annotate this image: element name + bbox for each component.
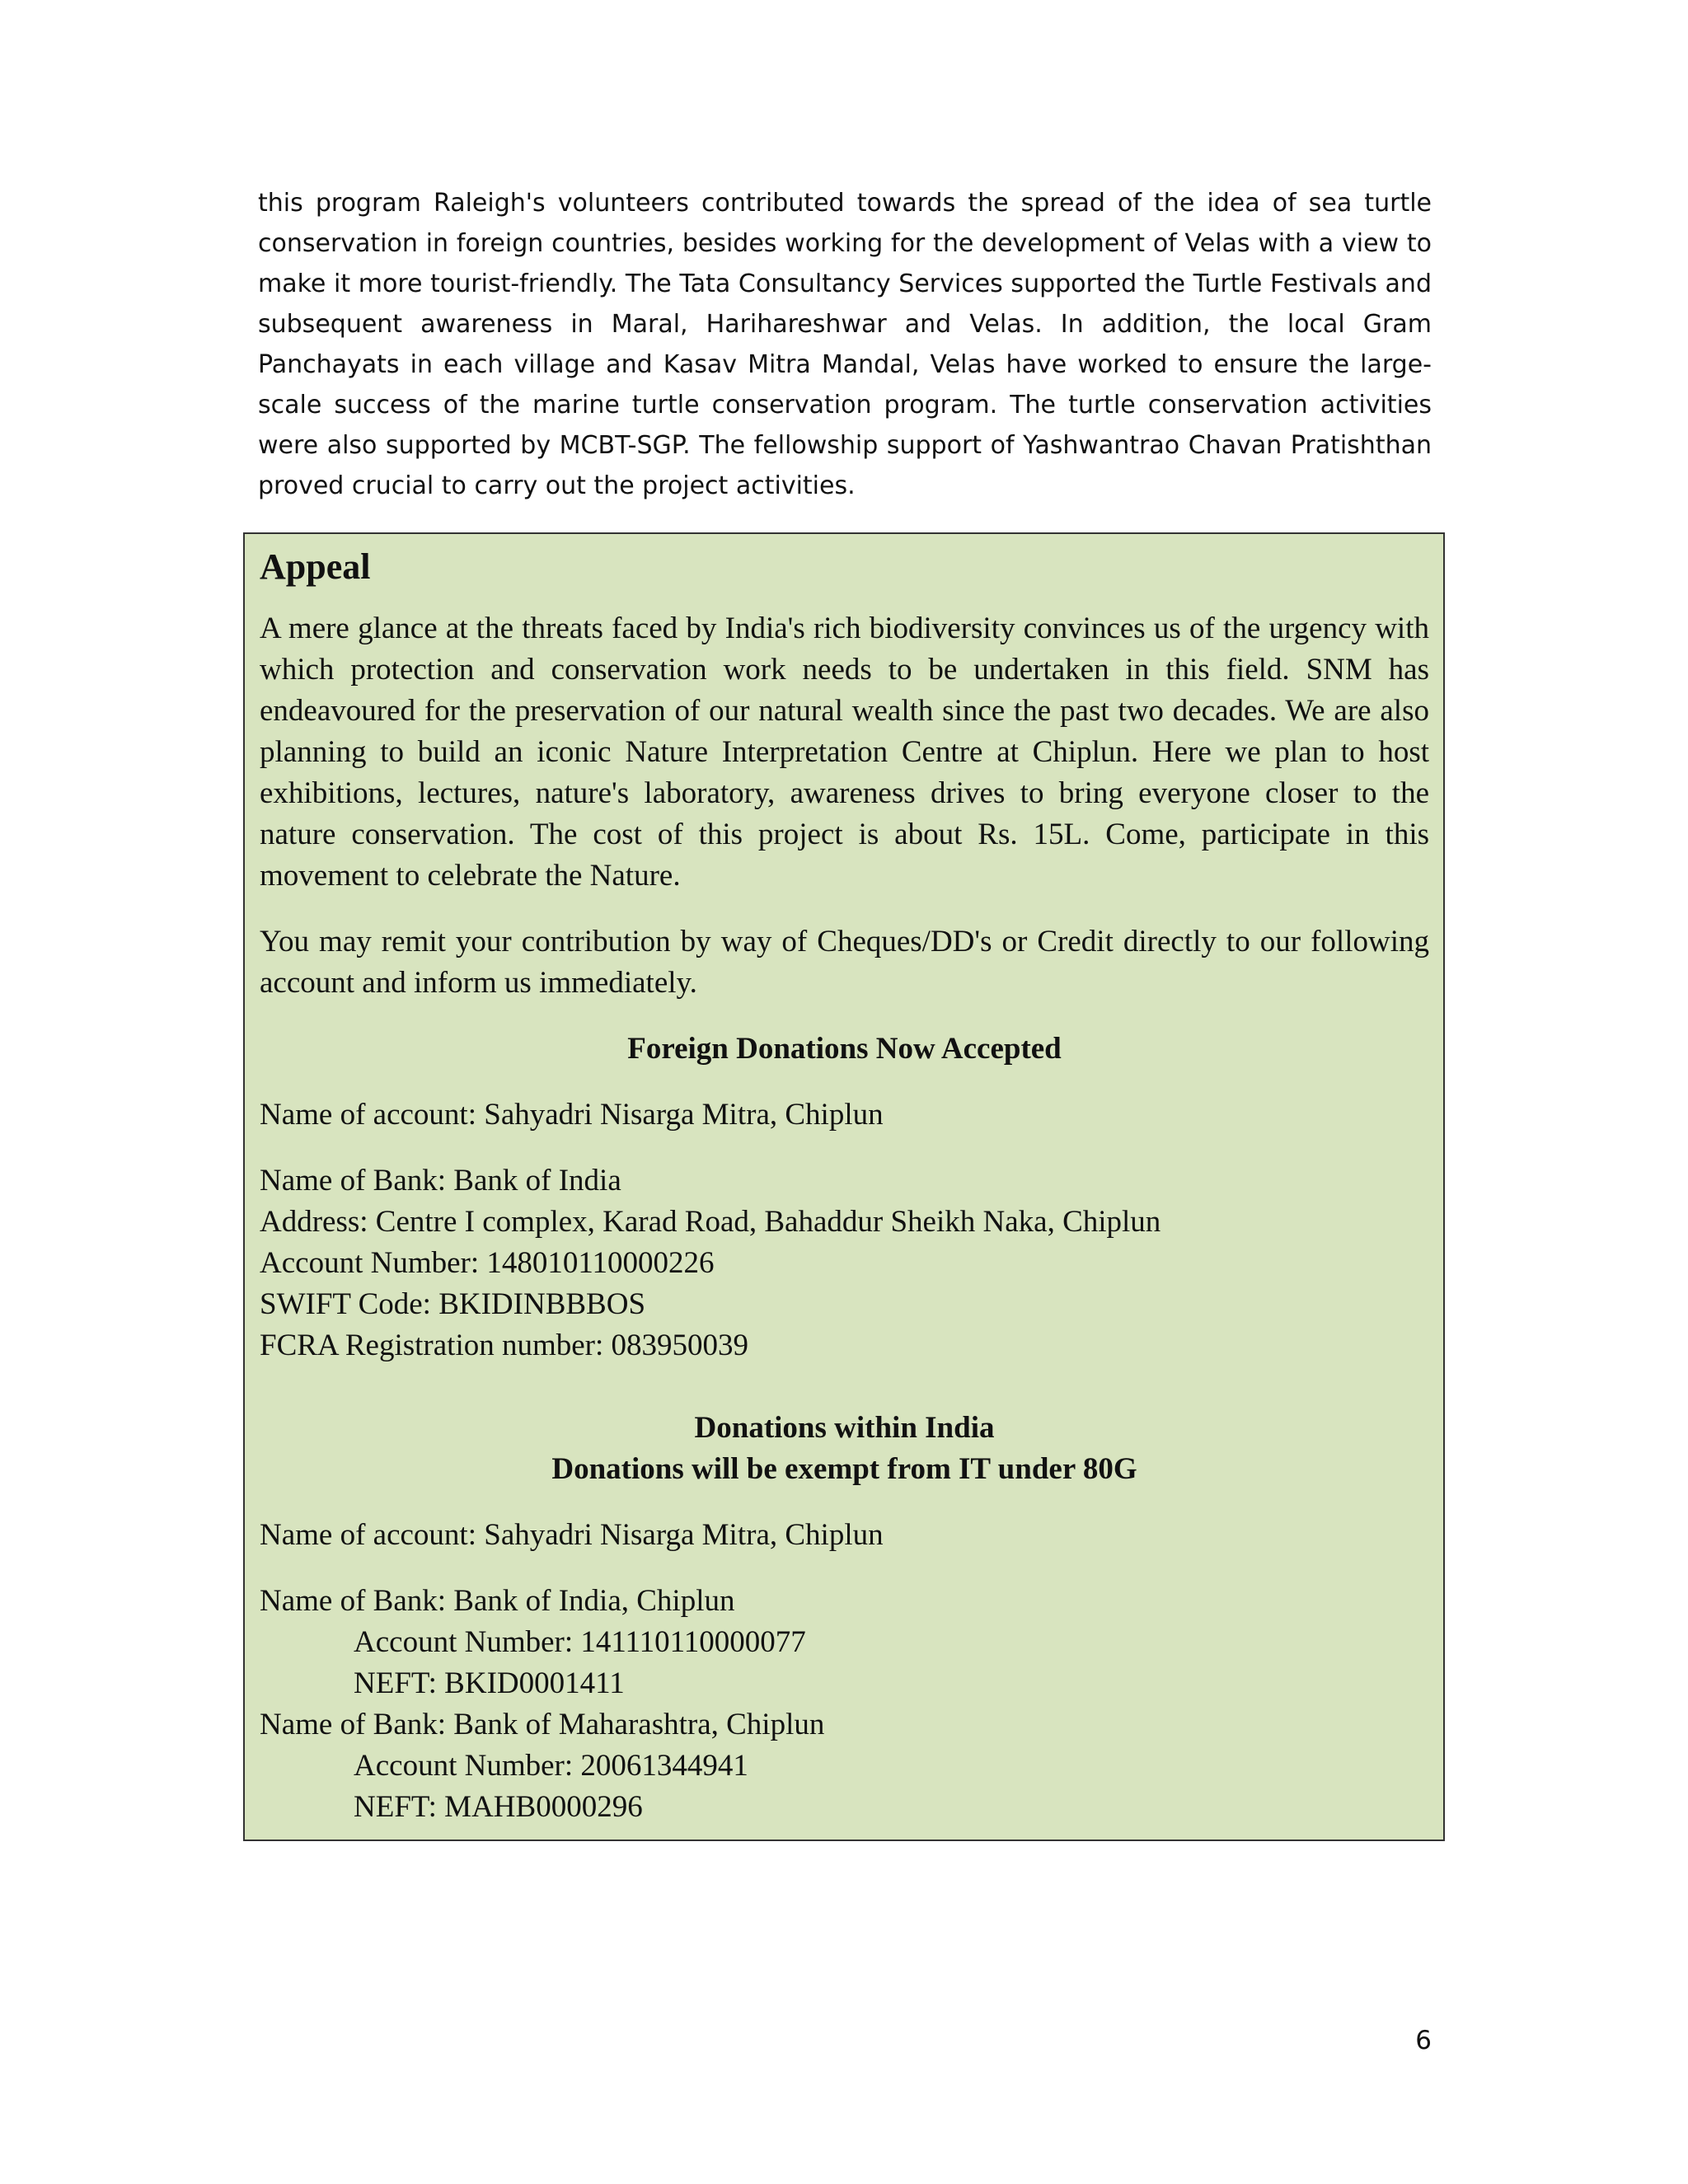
appeal-paragraph-1: A mere glance at the threats faced by India's rich biodiversity convinces us of the urgency with which protection and conservation work needs to be undertaken in this field. SNM has endeavoured for the preservation of our natural wealth since the past two decades. We are also planning to build an iconic Nature Interpretation Centre at Chiplun. Here we plan to host exhibitions, lectures, nature's laboratory, awareness drives to bring everyone closer to the nature conservation. The cost of this project is about Rs. 15L. Come, participate in this movement to celebrate the Nature. <box>260 612 1429 893</box>
india-bank-name: Name of Bank: Bank of India, Chiplun <box>260 1584 735 1618</box>
india-account-number: Account Number: 141110110000077 <box>354 1625 806 1659</box>
india-neft-code: NEFT: MAHB0000296 <box>354 1790 643 1824</box>
india-account-name-block <box>260 1515 1429 1556</box>
foreign-account-number: Account Number: 148010110000226 <box>260 1246 715 1280</box>
appeal-box <box>243 532 1445 1841</box>
foreign-account-name: Name of account: Sahyadri Nisarga Mitra, Chiplun <box>260 1098 884 1132</box>
india-donations-heading <box>260 1408 1429 1490</box>
spacer <box>260 1366 1429 1408</box>
india-account-name: Name of account: Sahyadri Nisarga Mitra, Chiplun <box>260 1518 884 1552</box>
foreign-donations-heading: Foreign Donations Now Accepted <box>627 1032 1062 1066</box>
india-heading-line-1: Donations within India <box>694 1411 995 1445</box>
foreign-bank-address: Address: Centre I complex, Karad Road, Bahaddur Sheikh Naka, Chiplun <box>260 1205 1161 1239</box>
foreign-fcra-number: FCRA Registration number: 083950039 <box>260 1329 749 1362</box>
india-neft-code: NEFT: BKID0001411 <box>354 1666 625 1700</box>
foreign-bank-name: Name of Bank: Bank of India <box>260 1164 621 1197</box>
intro-paragraph: this program Raleigh's volunteers contributed towards the spread of the idea of sea turtle conservation in foreign countries, besides working for the development of Velas with a view to make it more tourist-friendly. The Tata Consultancy Services supported the Turtle Festivals and subsequent awareness in Maral, Harihareshwar and Velas. In addition, the local Gram Panchayats in each village and Kasav Mitra Mandal, Velas have worked to ensure the large-scale success of the marine turtle conservation program. The turtle conservation activities were also supported by MCBT-SGP. The fellowship support of Yashwantrao Chavan Pratishthan proved crucial to carry out the project activities. <box>258 189 1432 500</box>
appeal-title: Appeal <box>260 546 371 587</box>
foreign-bank-details <box>260 1160 1429 1366</box>
foreign-swift-code: SWIFT Code: BKIDINBBBOS <box>260 1287 646 1321</box>
appeal-paragraph-2: You may remit your contribution by way of Cheques/DD's or Credit directly to our following account and inform us immediately. <box>260 925 1429 1000</box>
foreign-account-name-block <box>260 1094 1429 1136</box>
india-bank-name: Name of Bank: Bank of Maharashtra, Chiplun <box>260 1708 825 1741</box>
india-bank-details <box>260 1581 1429 1828</box>
india-heading-line-2: Donations will be exempt from IT under 80G <box>551 1452 1137 1486</box>
india-account-number: Account Number: 20061344941 <box>354 1749 748 1783</box>
page-number: 6 <box>1415 2026 1432 2055</box>
